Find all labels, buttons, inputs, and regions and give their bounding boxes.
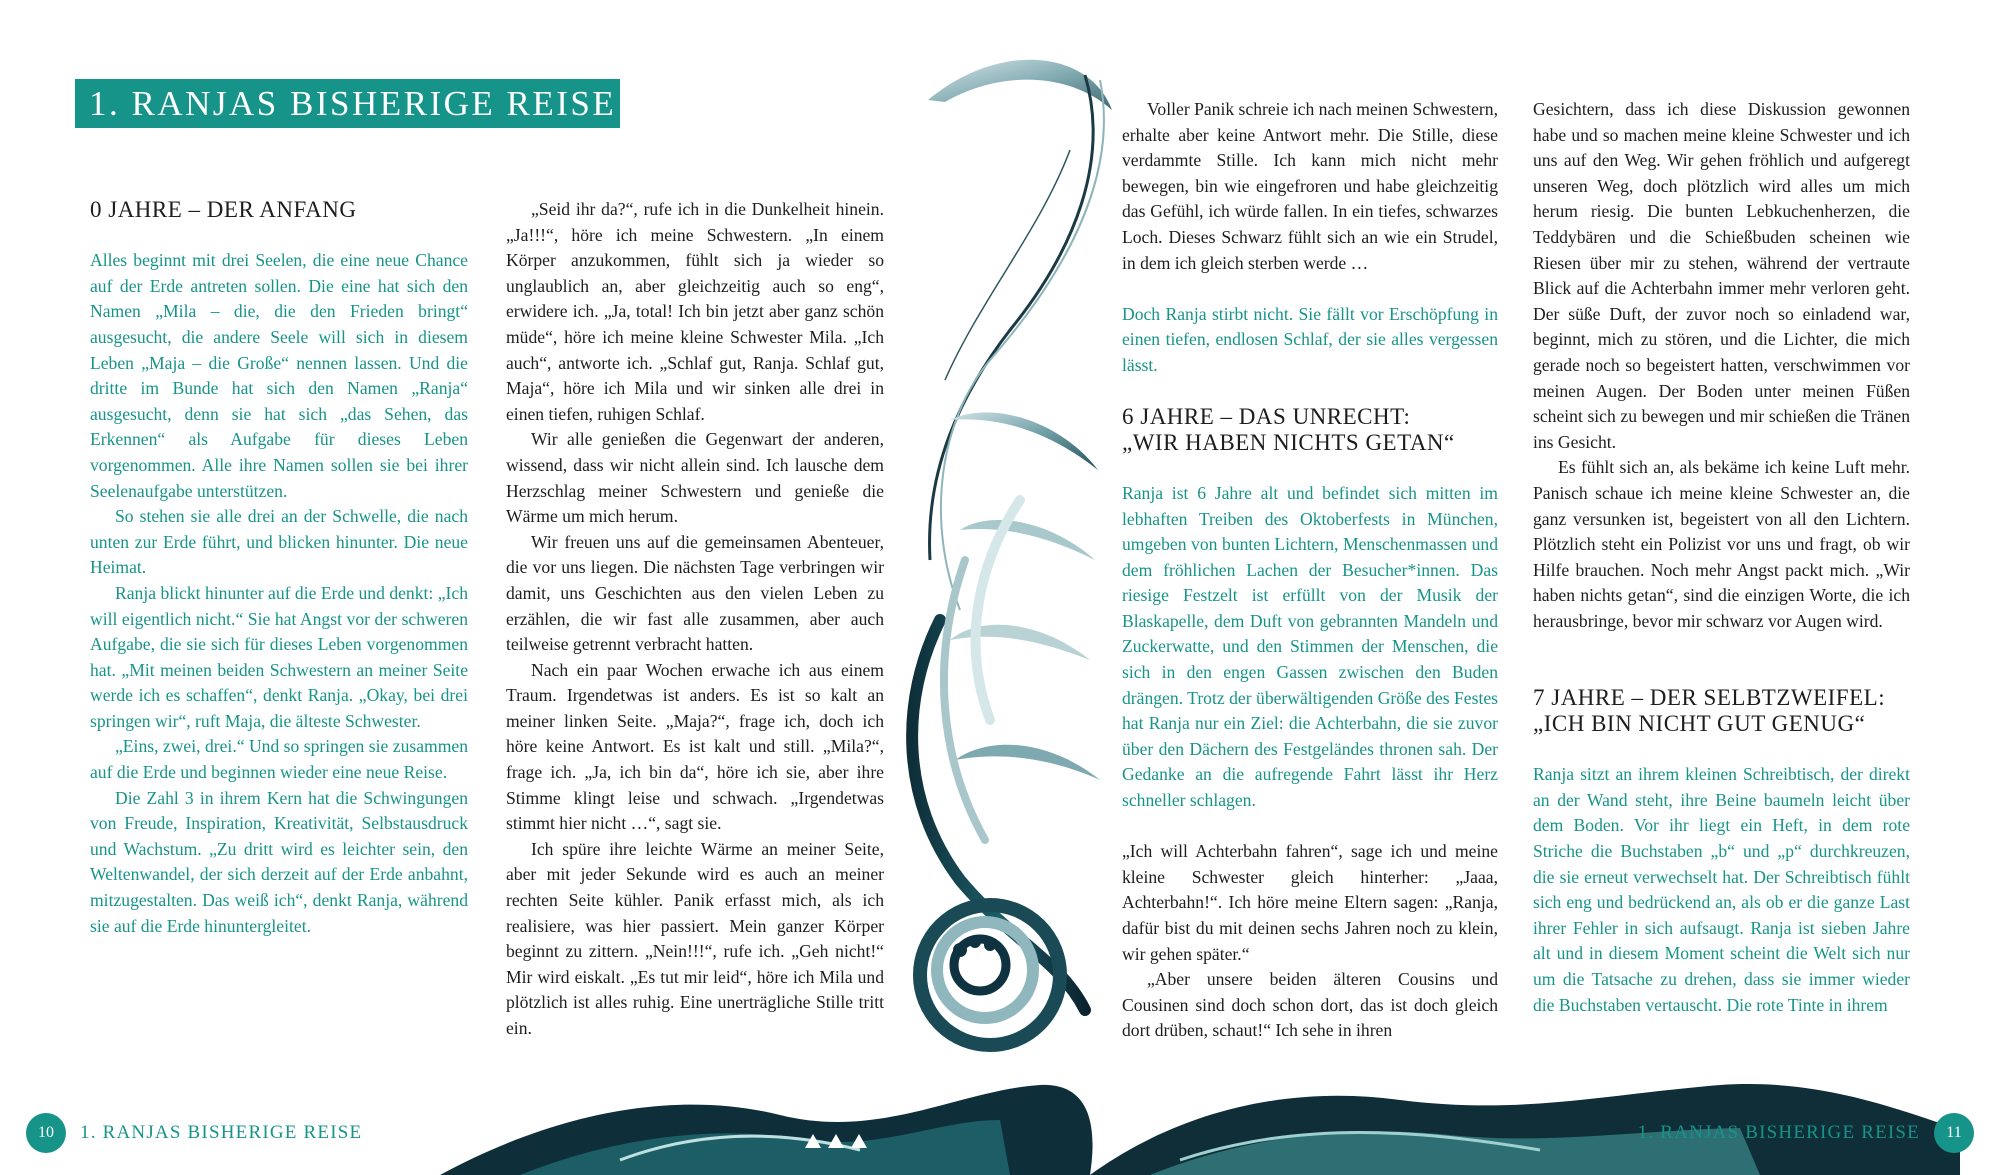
paragraph: „Aber unsere beiden älteren Cousins und Cousinen sind doch schon dort, das ist doch gleich dort drüben, schaut!“ Ich sehe in ihren	[1122, 969, 1498, 1041]
paragraph: „Seid ihr da?“, rufe ich in die Dunkelheit hinein. „Ja!!!“, höre ich meine Schwestern. „In einem Körper anzukommen, fühlt sich ja wieder so unglaublich an, aber gleichzeitig auch so eng“, erwidere ich. „Ja, total! Ich bin jetzt aber ganz schön müde“, höre ich meine kleine Schwester Mila. „Ich auch“, antworte ich. „Schlaf gut, Ranja. Schlaf gut, Maja“, höre ich Mila und wir sinken alle drei in einen tiefen, ruhigen Schlaf.	[506, 199, 884, 424]
paragraph: „Eins, zwei, drei.“ Und so springen sie zusammen auf die Erde und beginnen wieder eine neue Reise.	[90, 736, 468, 783]
paragraph: Alles beginnt mit drei Seelen, die eine neue Chance auf der Erde antreten sollen. Die eine hat sich den Namen „Mila – die, die den Frieden bringt“ ausgesucht, die andere Seele will sich in diesem Leben „Maja – die Große“ nennen lassen. Und die dritte im Bunde hat sich den Namen „Ranja“ ausgesucht, denn sie hat sich „das Sehen, das Erkennen“ als Aufgabe für dieses Leben vorgenommen. Alle ihre Namen sollen sie bei ihrer Seelenaufgabe unterstützen.	[90, 250, 468, 501]
chapter-title-banner: 1. RANJAS BISHERIGE REISE	[75, 79, 620, 128]
column-4	[1533, 97, 1910, 1018]
heading-line: 6 JAHRE – DAS UNRECHT:	[1122, 404, 1411, 430]
paragraph: Wir alle genießen die Gegenwart der anderen, wissend, dass wir nicht allein sind. Ich lausche dem Herzschlag meiner Schwestern und genieße die Wärme um mich herum.	[506, 429, 884, 527]
heading-line: „WIR HABEN NICHTS GETAN“	[1122, 429, 1455, 455]
heading-line: „ICH BIN NICHT GUT GENUG“	[1533, 711, 1866, 737]
paragraph: Ranja sitzt an ihrem kleinen Schreibtisch, der direkt an der Wand steht, ihre Beine baumeln leicht über dem Boden. Vor ihr liegt ein Heft, in dem rote Striche die Buchstaben „b“ und „p“ durchkreuzen, die sie erneut verwechselt hat. Der Schreibtisch fühlt sich eng und bedrückend an, als ob er die ganze Last ihrer Fehler in sich aufsaugt. Ranja ist sieben Jahre alt und in diesem Moment scheint die Welt sich nur um die Tatsache zu drehen, dass sie immer wieder die Buchstaben vertauscht. Die rote Tinte in ihrem	[1533, 764, 1910, 1015]
section-heading-0-jahre: 0 JAHRE – DER ANFANG	[90, 197, 357, 222]
section-heading-7-jahre	[1533, 685, 1910, 736]
paragraph: Wir freuen uns auf die gemeinsamen Abenteuer, die vor uns liegen. Die nächsten Tage verbringen wir damit, uns Geschichten aus den vielen Leben zu erzählen, die wir fast alle zusammen, aber auch teilweise getrennt verbracht hatten.	[506, 531, 884, 655]
section-heading-6-jahre	[1122, 404, 1498, 455]
running-title: 1. RANJAS BISHERIGE REISE	[1637, 1122, 1920, 1143]
footer-left	[26, 1113, 362, 1153]
paragraph: Nach ein paar Wochen erwache ich aus einem Traum. Irgendetwas ist anders. Es ist so kalt an meiner linken Seite. „Maja?“, frage ich, doch ich höre keine Antwort. Es ist kalt und still. „Mila?“, frage ich. „Ja, ich bin da“, höre ich sie, aber ihre Stimme klingt leise und schwach. „Irgendetwas stimmt hier nicht …“, sagt sie.	[506, 659, 884, 834]
page-number-badge: 10	[26, 1113, 66, 1153]
running-title: 1. RANJAS BISHERIGE REISE	[80, 1122, 363, 1143]
heading-line: 7 JAHRE – DER SELBTZWEIFEL:	[1533, 685, 1886, 711]
paragraph: Gesichtern, dass ich diese Diskussion gewonnen habe und so machen meine kleine Schwester und ich uns auf den Weg. Wir gehen fröhlich und aufgeregt unseren Weg, doch plötzlich wird alles um mich herum riesig. Die bunten Lebkuchenherzen, die Teddybären und die Schießbuden scheinen wie Riesen über mir zu stehen, während der vertraute Blick auf die Achterbahn immer mehr verloren geht. Der süße Duft, der zuvor noch so einladend war, beginnt, mich zu stören, und die Lichter, die mich gerade noch so begeistert hatten, verschwimmen vor meinen Augen. Der Boden unter meinen Füßen scheint sich zu bewegen und mir schießen die Tränen ins Gesicht.	[1533, 99, 1910, 452]
column-3	[1122, 97, 1498, 1044]
paragraph: Doch Ranja stirbt nicht. Sie fällt vor Erschöpfung in einen tiefen, endlosen Schlaf, der sie alles vergessen lässt.	[1122, 303, 1498, 375]
column-2	[506, 197, 884, 1042]
column-1	[90, 197, 468, 939]
page-number-badge: 11	[1934, 1113, 1974, 1153]
paragraph: Ranja ist 6 Jahre alt und befindet sich mitten im lebhaften Treiben des Oktoberfests in München, umgeben von bunten Lichtern, Menschenmassen und dem fröhlichen Lachen der Besucher*innen. Das riesige Festzelt ist erfüllt von der Musik der Blaskapelle, dem Duft von gebrannten Mandeln und Zuckerwatte, und den Stimmen der Menschen, die sich in den engen Gassen zwischen den Buden drängen. Trotz der überwältigenden Größe des Festes hat Ranja nur ein Ziel: die Achterbahn, die sie zuvor über den Dächern des Festgeländes thronen sah. Der Gedanke an die aufregende Fahrt lässt ihr Herz schneller schlagen.	[1122, 482, 1498, 811]
footer-right	[1638, 1113, 1974, 1153]
paragraph: So stehen sie alle drei an der Schwelle, die nach unten zur Erde führt, und blicken hinunter. Die neue Heimat.	[90, 506, 468, 578]
paragraph: „Ich will Achterbahn fahren“, sage ich und meine kleine Schwester gleich hinterher: „Jaaa, Achterbahn!“. Ich höre meine Eltern sagen: „Ranja, dafür bist du mit deinen sechs Jahren noch zu klein, wir gehen später.“	[1122, 841, 1498, 964]
paragraph: Ich spüre ihre leichte Wärme an meiner Seite, aber mit jeder Sekunde wird es auch an meiner rechten Seite kühler. Panik erfasst mich, als ich realisiere, was hier passiert. Mein ganzer Körper beginnt zu zittern. „Nein!!!“, rufe ich. „Geh nicht!“ Mir wird eiskalt. „Es tut mir leid“, höre ich Mila und plötzlich ist alles ruhig. Eine unerträgliche Stille tritt ein.	[506, 838, 884, 1038]
paragraph: Die Zahl 3 in ihrem Kern hat die Schwingungen von Freude, Inspiration, Kreativität, Selbstausdruck und Wachstum. „Zu dritt wird es leichter sein, den Weltenwandel, der sich derzeit auf der Erde anbahnt, mitzugestalten. Das weiß ich“, denkt Ranja, während sie auf die Erde hinuntergleitet.	[90, 787, 468, 936]
paragraph: Ranja blickt hinunter auf die Erde und denkt: „Ich will eigentlich nicht.“ Sie hat Angst vor der schweren Aufgabe, die sie sich für dieses Leben vorgenommen hat. „Mit meinen beiden Schwestern an meiner Seite werde ich es schaffen“, denkt Ranja. „Okay, bei drei springen wir“, ruft Maja, die älteste Schwester.	[90, 582, 468, 731]
paragraph: Voller Panik schreie ich nach meinen Schwestern, erhalte aber keine Antwort mehr. Die Stille, diese verdammte Stille. Ich kann mich nicht mehr bewegen, bin wie eingefroren und habe gleichzeitig das Gefühl, ich würde fallen. In ein tiefes, schwarzes Loch. Dieses Schwarz fühlt sich an wie ein Strudel, in dem ich gleich sterben werde …	[1122, 99, 1498, 273]
paragraph: Es fühlt sich an, als bekäme ich keine Luft mehr. Panisch schaue ich meine kleine Schwester an, die ganz versunken ist, begeistert von all den Lichtern. Plötzlich steht ein Polizist vor uns und fragt, ob wir Hilfe brauchen. Noch mehr Angst packt mich. „Wir haben nichts getan“, sind die einzigen Worte, die ich herausbringe, bevor mir schwarz vor Augen wird.	[1533, 457, 1910, 631]
